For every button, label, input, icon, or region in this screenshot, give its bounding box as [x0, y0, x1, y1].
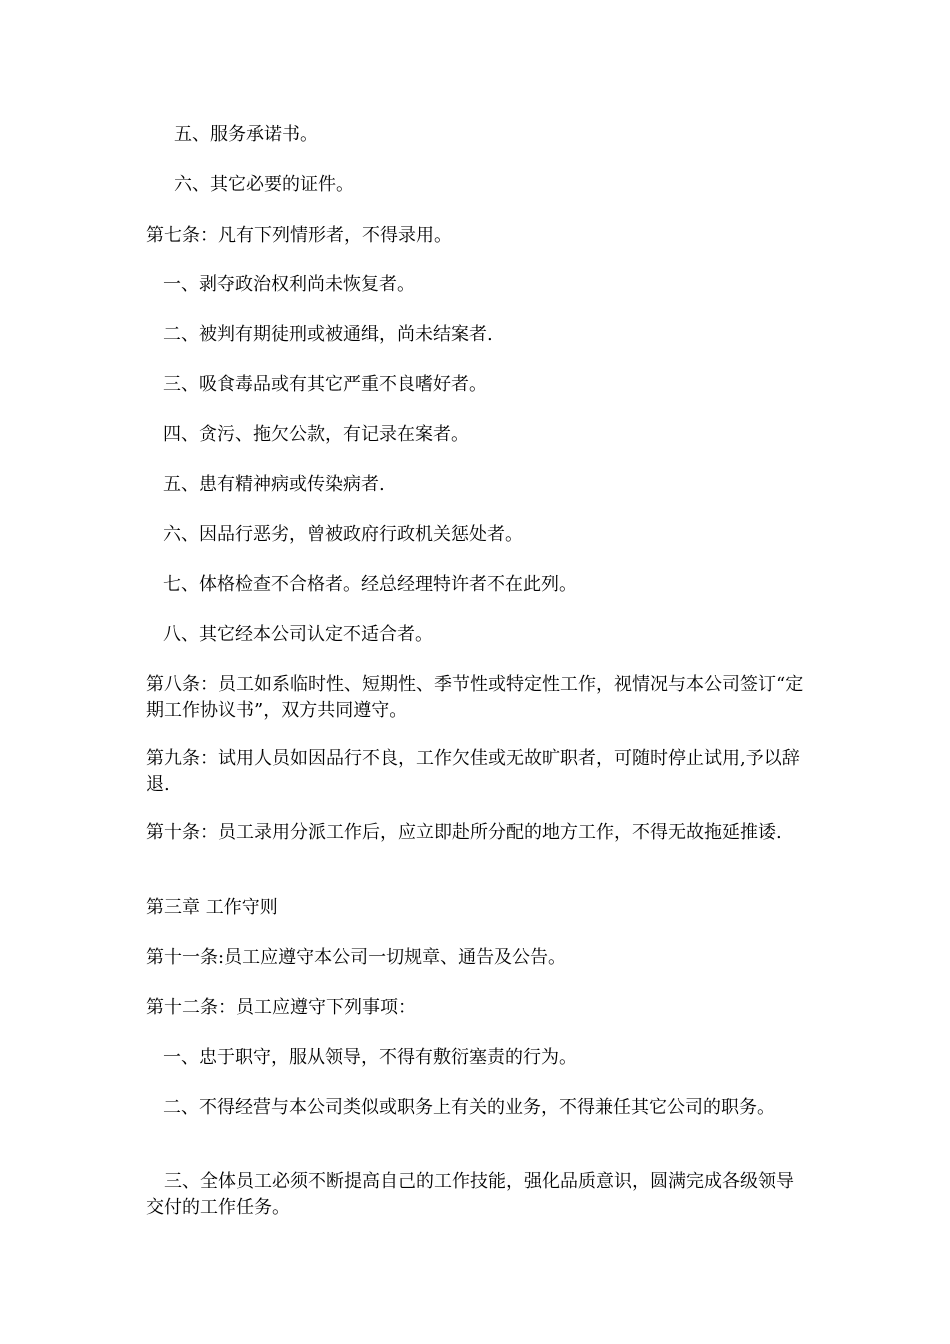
article-7-item-3: 三、吸食毒品或有其它严重不良嗜好者。 — [163, 374, 487, 395]
article-9-paragraph: 第九条：试用人员如因品行不良，工作欠佳或无故旷职者，可随时停止试用,予以辞退. — [146, 748, 800, 795]
article-7-item-5: 五、患有精神病或传染病者. — [163, 474, 385, 495]
article-7-item-8: 八、其它经本公司认定不适合者。 — [163, 624, 433, 645]
article-7-item-1: 一、剥夺政治权利尚未恢复者。 — [163, 274, 415, 295]
article-7-item-4: 四、贪污、拖欠公款，有记录在案者。 — [163, 424, 469, 445]
list-item-6-other-certificates: 六、其它必要的证件。 — [174, 174, 354, 195]
article-7-item-6: 六、因品行恶劣，曾被政府行政机关惩处者。 — [163, 524, 523, 545]
article-12-item-2: 二、不得经营与本公司类似或职务上有关的业务，不得兼任其它公司的职务。 — [163, 1097, 775, 1118]
chapter-3-heading: 第三章 工作守则 — [146, 897, 278, 918]
article-8-paragraph: 第八条：员工如系临时性、短期性、季节性或特定性工作，视情况与本公司签订“定期工作协议书”，双方共同遵守。 — [146, 674, 804, 721]
article-11-paragraph: 第十一条:员工应遵守本公司一切规章、通告及公告。 — [146, 947, 567, 968]
article-10-paragraph: 第十条：员工录用分派工作后，应立即赴所分配的地方工作，不得无故拖延推诿. — [146, 822, 782, 843]
article-12-heading: 第十二条：员工应遵守下列事项： — [146, 997, 416, 1018]
article-12-item-1: 一、忠于职守，服从领导，不得有敷衍塞责的行为。 — [163, 1047, 577, 1068]
article-7-item-2: 二、被判有期徒刑或被通缉，尚未结案者. — [163, 324, 493, 345]
article-7-item-7: 七、体格检查不合格者。经总经理特许者不在此列。 — [163, 574, 577, 595]
list-item-5-service-commitment: 五、服务承诺书。 — [174, 124, 318, 145]
article-7-heading: 第七条：凡有下列情形者，不得录用。 — [146, 225, 452, 246]
article-12-item-3: 三、全体员工必须不断提高自己的工作技能，强化品质意识，圆满完成各级领导交付的工作任务。 — [146, 1171, 794, 1218]
